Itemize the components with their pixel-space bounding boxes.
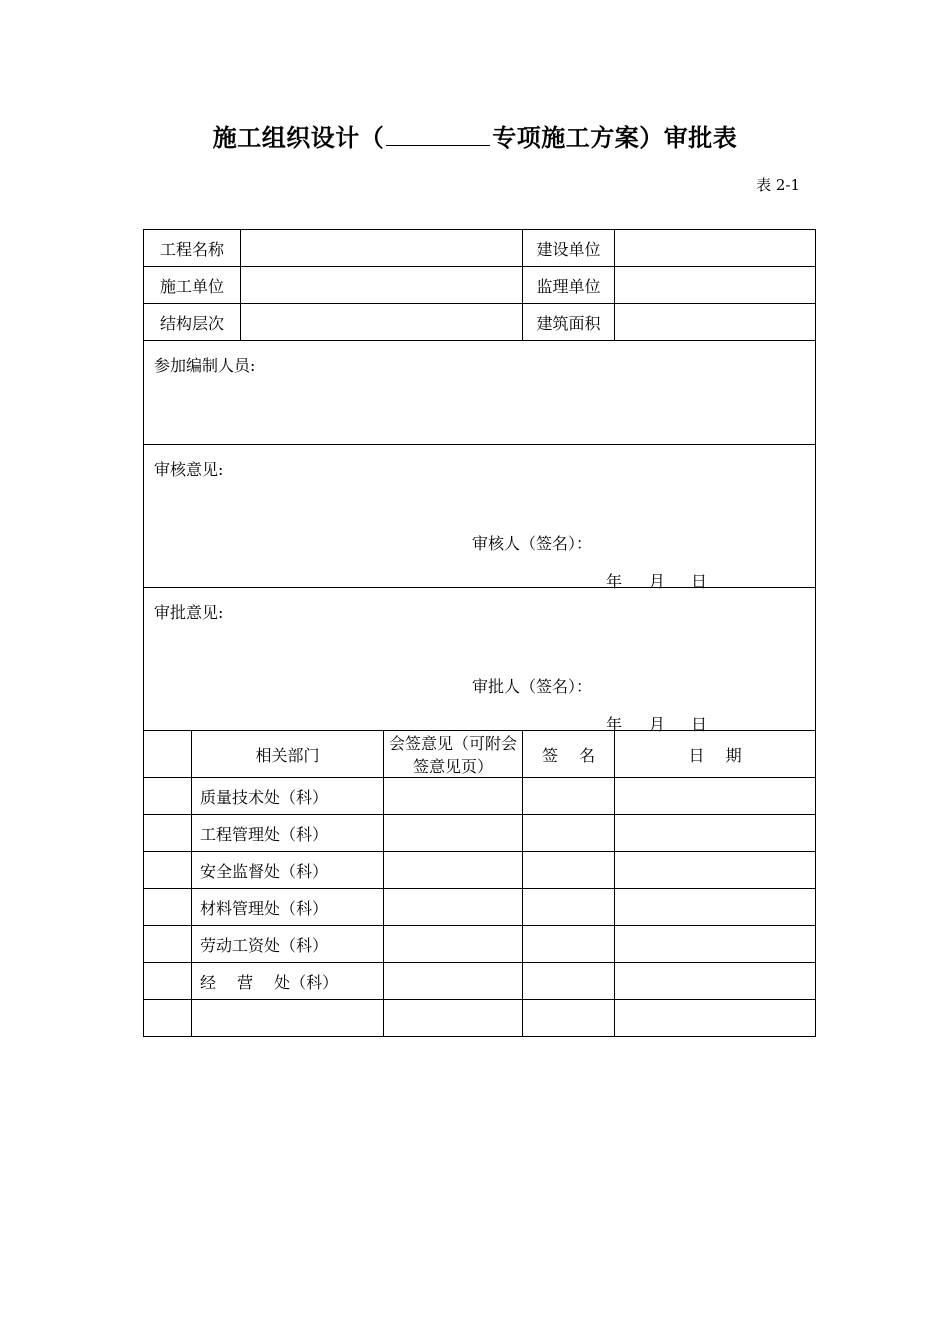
signature-cell[interactable] (523, 889, 615, 926)
day-label: 日 (691, 715, 708, 734)
approval-form-table (143, 229, 816, 1037)
review-opinion-field[interactable] (144, 445, 816, 591)
index-cell[interactable] (144, 926, 192, 963)
construction-unit-field[interactable] (241, 267, 523, 304)
info-label: 工程名称 (144, 230, 241, 267)
date-cell[interactable] (615, 815, 816, 852)
signature-header: 签 名 (523, 731, 615, 778)
opinion-cell[interactable] (384, 852, 523, 889)
info-row (144, 267, 816, 304)
countersign-header-row (144, 731, 816, 778)
supervision-unit-field[interactable] (615, 267, 816, 304)
participants-row (144, 341, 816, 445)
participants-field[interactable] (144, 341, 816, 445)
project-name-field[interactable] (241, 230, 523, 267)
signature-cell[interactable] (523, 778, 615, 815)
opinion-cell[interactable] (384, 889, 523, 926)
date-cell[interactable] (615, 926, 816, 963)
building-area-field[interactable] (615, 304, 816, 341)
year-label: 年 (606, 715, 623, 734)
index-header-cell (144, 731, 192, 778)
index-cell[interactable] (144, 963, 192, 1000)
opinion-cell[interactable] (384, 926, 523, 963)
signature-cell[interactable] (523, 1000, 615, 1037)
countersign-row (144, 852, 816, 889)
approval-label: 审批意见: (154, 603, 224, 622)
date-cell[interactable] (615, 778, 816, 815)
form-number: 表 2-1 (756, 176, 800, 194)
day-label: 日 (691, 572, 708, 591)
countersign-row (144, 778, 816, 815)
department-name: 质量技术处（科） (192, 778, 384, 815)
title-blank-line[interactable] (386, 125, 490, 146)
info-label: 结构层次 (144, 304, 241, 341)
structure-levels-field[interactable] (241, 304, 523, 341)
opinion-header: 会签意见（可附会签意见页） (384, 731, 523, 778)
reviewer-signature-label: 审核人（签名）： (472, 534, 593, 553)
department-header: 相关部门 (192, 731, 384, 778)
client-unit-field[interactable] (615, 230, 816, 267)
approval-row (144, 588, 816, 731)
department-name[interactable] (192, 1000, 384, 1037)
index-cell[interactable] (144, 889, 192, 926)
date-header: 日 期 (615, 731, 816, 778)
date-cell[interactable] (615, 889, 816, 926)
info-label: 施工单位 (144, 267, 241, 304)
opinion-cell[interactable] (384, 963, 523, 1000)
opinion-cell[interactable] (384, 778, 523, 815)
signature-cell[interactable] (523, 852, 615, 889)
department-name: 安全监督处（科） (192, 852, 384, 889)
index-cell[interactable] (144, 815, 192, 852)
approval-opinion-field[interactable] (144, 588, 816, 734)
review-row (144, 445, 816, 588)
info-row (144, 304, 816, 341)
countersign-row (144, 815, 816, 852)
title-suffix: 专项施工方案）审批表 (492, 124, 738, 152)
info-label: 建筑面积 (523, 304, 615, 341)
signature-cell[interactable] (523, 815, 615, 852)
date-cell[interactable] (615, 963, 816, 1000)
date-cell[interactable] (615, 852, 816, 889)
info-row (144, 230, 816, 267)
department-name: 劳动工资处（科） (192, 926, 384, 963)
review-label: 审核意见: (154, 460, 224, 479)
department-name: 工程管理处（科） (192, 815, 384, 852)
date-cell[interactable] (615, 1000, 816, 1037)
index-cell[interactable] (144, 852, 192, 889)
opinion-cell[interactable] (384, 815, 523, 852)
year-label: 年 (606, 572, 623, 591)
countersign-row (144, 1000, 816, 1037)
countersign-row (144, 963, 816, 1000)
form-title (0, 118, 950, 153)
approver-signature-label: 审批人（签名）： (472, 677, 593, 696)
info-label: 建设单位 (523, 230, 615, 267)
department-name: 材料管理处（科） (192, 889, 384, 926)
department-name: 经 营 处（科） (192, 963, 384, 1000)
info-label: 监理单位 (523, 267, 615, 304)
title-prefix: 施工组织设计（ (212, 124, 385, 152)
index-cell[interactable] (144, 1000, 192, 1037)
opinion-cell[interactable] (384, 1000, 523, 1037)
month-label: 月 (649, 572, 666, 591)
participants-label: 参加编制人员: (154, 356, 256, 375)
approval-date (606, 712, 707, 735)
index-cell[interactable] (144, 778, 192, 815)
signature-cell[interactable] (523, 926, 615, 963)
signature-cell[interactable] (523, 963, 615, 1000)
countersign-row (144, 926, 816, 963)
month-label: 月 (649, 715, 666, 734)
countersign-row (144, 889, 816, 926)
